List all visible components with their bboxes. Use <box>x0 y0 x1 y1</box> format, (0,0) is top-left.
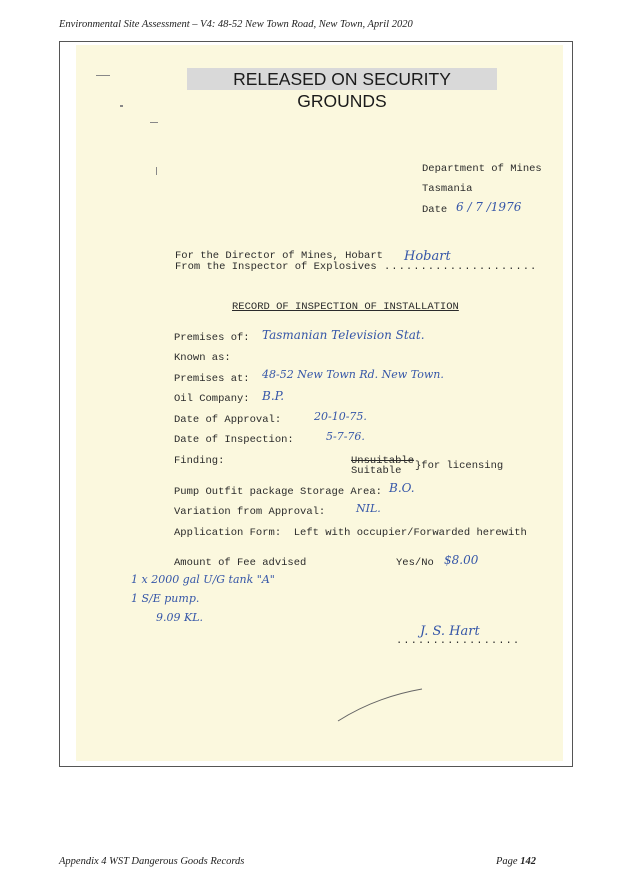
dept-name: Department of Mines <box>422 163 542 175</box>
date-label: Date <box>422 204 448 216</box>
page-footer-title: Appendix 4 WST Dangerous Goods Records <box>59 856 245 867</box>
fee-amount: $8.00 <box>444 553 479 567</box>
approval-value: 20-10-75. <box>314 410 367 423</box>
finding-licensing: }for licensing <box>415 460 504 472</box>
date-value: 6 / 7 /1976 <box>456 200 522 214</box>
redaction-banner: RELEASED ON SECURITY GROUNDS <box>187 68 497 90</box>
addressed-to: For the Director of Mines, Hobart <box>175 250 383 262</box>
page-header: Environmental Site Assessment – V4: 48-52 New Town Road, New Town, April 2020 <box>59 19 413 30</box>
scan-speck <box>120 105 123 107</box>
known-as-label: Known as: <box>174 352 231 364</box>
inspection-value: 5-7-76. <box>326 430 365 443</box>
scan-speck <box>156 167 157 175</box>
scan-speck <box>150 122 158 123</box>
premises-of-label: Premises of: <box>174 332 250 344</box>
finding-label: Finding: <box>174 455 225 467</box>
note-line-1: 1 x 2000 gal U/G tank "A" <box>131 573 275 586</box>
state-name: Tasmania <box>422 183 473 195</box>
variation-label: Variation from Approval: <box>174 506 326 518</box>
oil-company-label: Oil Company: <box>174 393 250 405</box>
oil-company-value: B.P. <box>262 389 285 403</box>
scan-speck <box>96 75 110 76</box>
premises-of-value: Tasmanian Television Stat. <box>262 328 425 342</box>
finding-unsuitable: Unsuitable <box>351 455 415 467</box>
page-footer-number: Page 142 <box>496 856 536 867</box>
approval-label: Date of Approval: <box>174 414 282 426</box>
note-line-2: 1 S/E pump. <box>131 592 200 605</box>
pump-label: Pump Outfit package Storage Area: <box>174 486 382 498</box>
pen-stroke <box>336 685 426 725</box>
signature-dots: ..................... <box>384 261 538 273</box>
addressed-from: From the Inspector of Explosives <box>175 261 377 273</box>
scanned-record <box>76 45 563 761</box>
record-title: RECORD OF INSPECTION OF INSTALLATION <box>232 301 459 313</box>
inspection-label: Date of Inspection: <box>174 434 294 446</box>
fee-yesno: Yes/No <box>396 557 434 569</box>
finding-suitable: Suitable <box>351 465 402 477</box>
inspector-signature-dots: ................. <box>396 635 521 647</box>
application-form-line: Application Form: Left with occupier/Forwarded herewith <box>174 527 527 539</box>
note-line-3: 9.09 KL. <box>156 611 204 624</box>
variation-value: NIL. <box>356 502 381 515</box>
premises-at-value: 48-52 New Town Rd. New Town. <box>262 368 444 381</box>
from-signature: Hobart <box>404 249 451 264</box>
inspector-signature: J. S. Hart <box>420 624 480 639</box>
premises-at-label: Premises at: <box>174 373 250 385</box>
fee-label: Amount of Fee advised <box>174 557 307 569</box>
pump-value: B.O. <box>389 481 415 495</box>
